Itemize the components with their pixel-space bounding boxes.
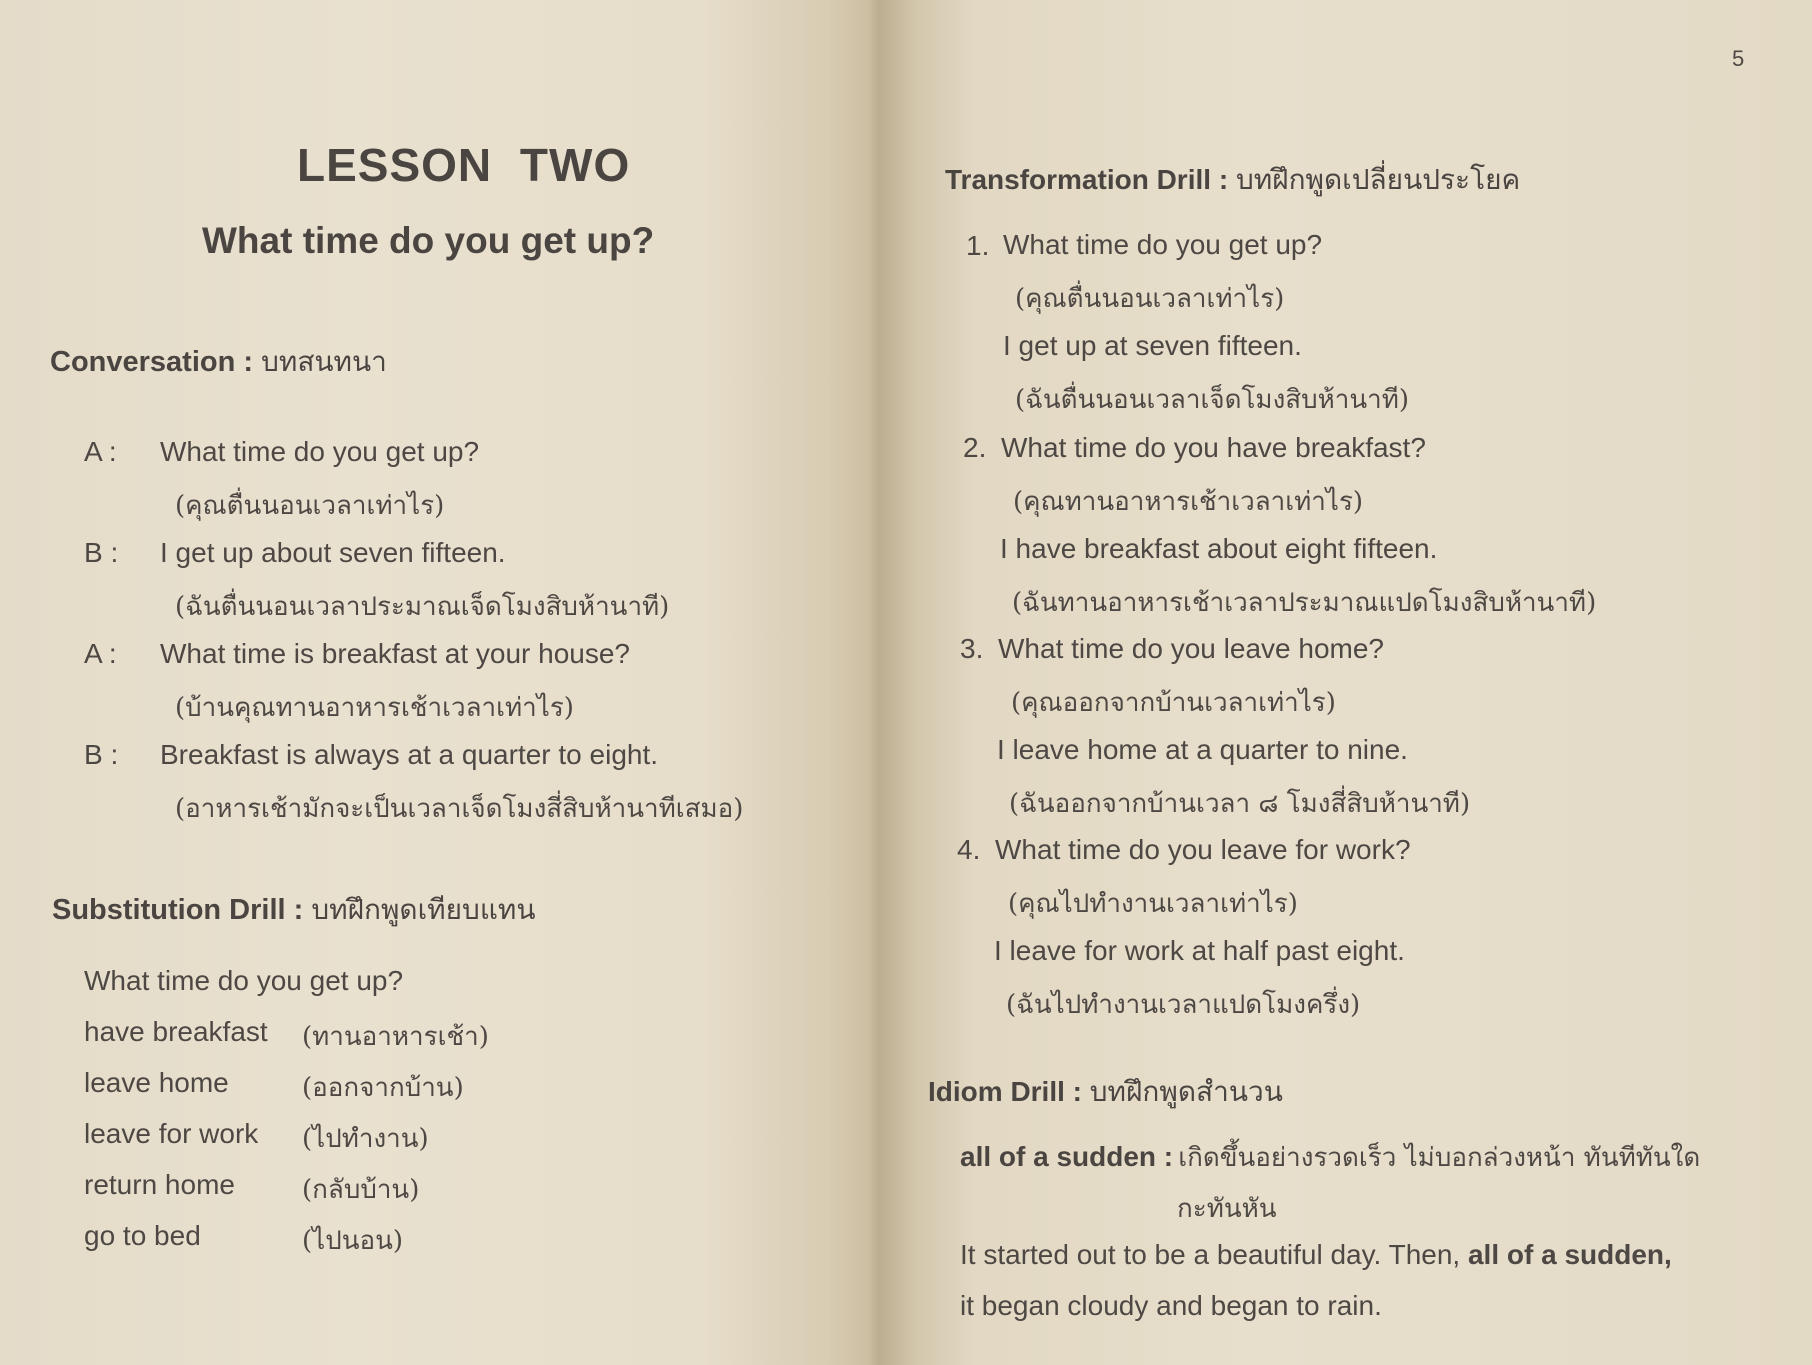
substitution-item-th: (ทานอาหารเช้า)	[302, 1022, 489, 1052]
transformation-answer-th: (ฉันออกจากบ้านเวลา ๘ โมงสี่สิบห้านาที)	[1009, 789, 1471, 819]
idiom-definition-line2: กะทันหัน	[1177, 1194, 1277, 1224]
idiom-term: all of a sudden :	[960, 1141, 1174, 1172]
transformation-answer-en: I leave home at a quarter to nine.	[997, 734, 1408, 765]
transformation-question-en: What time do you have breakfast?	[1001, 432, 1426, 463]
speaker-label: A :	[84, 436, 117, 467]
transformation-question-en: What time do you get up?	[1003, 229, 1323, 260]
transformation-answer-en: I have breakfast about eight fifteen.	[1000, 533, 1438, 564]
transformation-answer-en: I get up at seven fifteen.	[1003, 330, 1302, 361]
conversation-line-th: (ฉันตื่นนอนเวลาประมาณเจ็ดโมงสิบห้านาที)	[175, 592, 670, 622]
idiom-heading-en: Idiom Drill :	[928, 1076, 1082, 1107]
idiom-heading	[928, 1070, 1283, 1114]
speaker-label: B :	[84, 537, 119, 568]
lesson-title: LESSON TWO	[297, 139, 631, 191]
substitution-item-en: have breakfast	[84, 1016, 268, 1047]
speaker-label: B :	[84, 739, 119, 770]
conversation-line-en: What time do you get up?	[160, 436, 480, 467]
conversation-line-en: Breakfast is always at a quarter to eight.	[160, 739, 659, 770]
transformation-heading-en: Transformation Drill :	[945, 164, 1229, 195]
substitution-heading-th: บทฝึกพูดเทียบแทน	[311, 893, 536, 926]
transformation-question-th: (คุณตื่นนอนเวลาเท่าไร)	[1015, 284, 1285, 314]
idiom-example-line2: it began cloudy and began to rain.	[960, 1290, 1382, 1321]
conversation-line-th: (คุณตื่นนอนเวลาเท่าไร)	[175, 491, 445, 521]
substitution-item-en: go to bed	[84, 1220, 201, 1251]
transformation-number: 3.	[960, 633, 984, 664]
substitution-item-th: (ไปทำงาน)	[302, 1124, 429, 1154]
idiom-example-part1: It started out to be a beautiful day. Then,	[960, 1239, 1461, 1270]
idiom-example-line1	[960, 1239, 1672, 1271]
transformation-question-en: What time do you leave home?	[998, 633, 1384, 664]
substitution-item-en: return home	[84, 1169, 235, 1200]
conversation-heading-th: บทสนทนา	[261, 345, 387, 378]
transformation-number: 1.	[966, 230, 990, 261]
conversation-line-en: What time is breakfast at your house?	[160, 638, 630, 669]
speaker-label: A :	[84, 638, 117, 669]
substitution-item-en: leave home	[84, 1067, 229, 1098]
idiom-definition-line1: เกิดขึ้นอย่างรวดเร็ว ไม่บอกล่วงหน้า ทันทีทันใด	[1178, 1143, 1701, 1173]
left-page	[0, 0, 880, 1365]
idiom-definition	[960, 1137, 1700, 1178]
conversation-heading	[50, 340, 387, 384]
substitution-item-th: (ออกจากบ้าน)	[302, 1073, 464, 1103]
idiom-example-bold: all of a sudden,	[1467, 1239, 1672, 1270]
transformation-answer-th: (ฉันตื่นนอนเวลาเจ็ดโมงสิบห้านาที)	[1015, 385, 1410, 415]
conversation-line-th: (อาหารเช้ามักจะเป็นเวลาเจ็ดโมงสี่สิบห้านาทีเสมอ)	[175, 794, 744, 824]
substitution-heading-en: Substitution Drill :	[52, 894, 304, 926]
transformation-number: 2.	[963, 432, 987, 463]
substitution-base-sentence: What time do you get up?	[84, 965, 404, 996]
transformation-number: 4.	[957, 834, 981, 865]
transformation-answer-th: (ฉันไปทำงานเวลาแปดโมงครึ่ง)	[1006, 990, 1361, 1020]
conversation-line-th: (บ้านคุณทานอาหารเช้าเวลาเท่าไร)	[175, 693, 574, 723]
substitution-item-en: leave for work	[84, 1118, 259, 1149]
substitution-heading	[52, 888, 535, 932]
transformation-heading-th: บทฝึกพูดเปลี่ยนประโยค	[1235, 163, 1521, 196]
conversation-line-en: I get up about seven fifteen.	[160, 537, 506, 568]
lesson-subtitle: What time do you get up?	[202, 220, 655, 261]
transformation-question-th: (คุณไปทำงานเวลาเท่าไร)	[1008, 889, 1298, 919]
transformation-answer-th: (ฉันทานอาหารเช้าเวลาประมาณแปดโมงสิบห้านาที)	[1012, 588, 1597, 618]
transformation-answer-en: I leave for work at half past eight.	[994, 935, 1405, 966]
transformation-question-th: (คุณทานอาหารเช้าเวลาเท่าไร)	[1013, 487, 1364, 517]
right-page	[880, 0, 1812, 1365]
page-number: 5	[1732, 46, 1745, 71]
idiom-heading-th: บทฝึกพูดสำนวน	[1089, 1075, 1283, 1108]
transformation-question-th: (คุณออกจากบ้านเวลาเท่าไร)	[1011, 688, 1336, 718]
substitution-item-th: (ไปนอน)	[302, 1226, 404, 1256]
substitution-item-th: (กลับบ้าน)	[302, 1175, 420, 1205]
conversation-heading-en: Conversation :	[50, 346, 254, 378]
transformation-question-en: What time do you leave for work?	[995, 834, 1411, 865]
transformation-heading	[945, 158, 1520, 202]
